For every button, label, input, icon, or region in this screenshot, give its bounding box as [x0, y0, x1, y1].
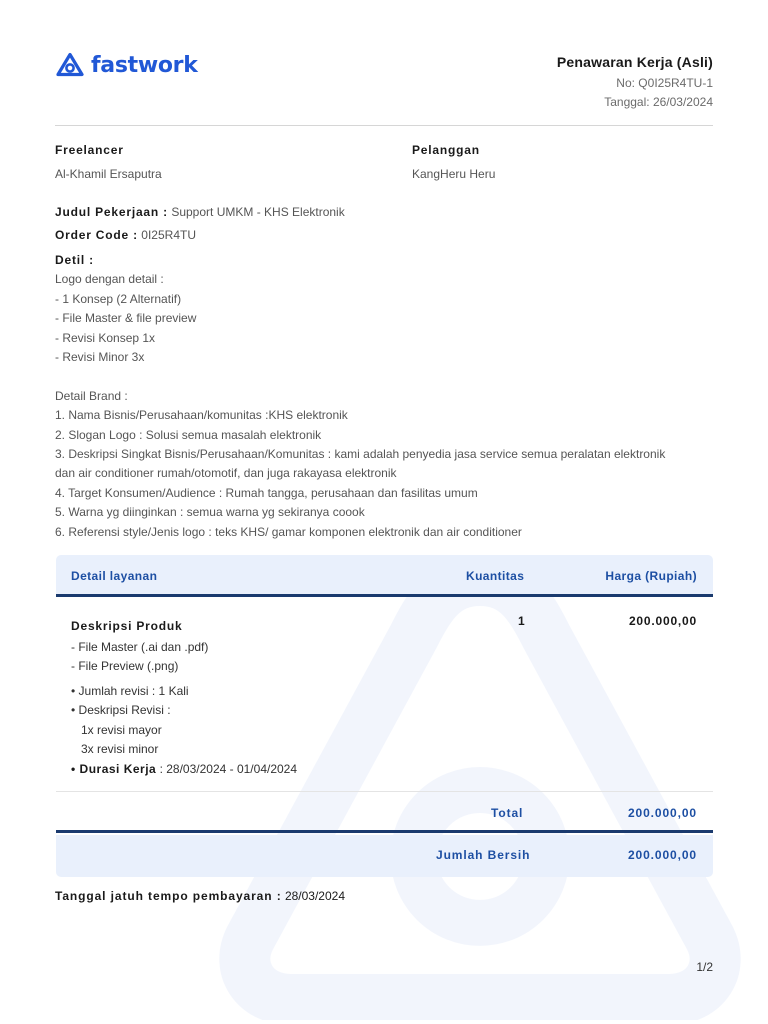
document-title: Penawaran Kerja (Asli) — [556, 54, 713, 70]
product-file-line: - File Preview (.png) — [71, 659, 179, 674]
product-bullets — [71, 682, 297, 779]
client-name: KangHeru Heru — [412, 167, 496, 181]
job-title-value: Support UMKM - KHS Elektronik — [171, 205, 345, 219]
detail-label: Detil : — [55, 253, 94, 267]
net-total-label: Jumlah Bersih — [436, 848, 531, 862]
order-code-label: Order Code : — [55, 228, 138, 242]
product-title: Deskripsi Produk — [71, 619, 183, 633]
total-label: Total — [491, 806, 524, 820]
payment-due-value: 28/03/2024 — [281, 889, 346, 903]
brand-line: 3. Deskripsi Singkat Bisnis/Perusahaan/Komunitas : kami adalah penyedia jasa service semua peralatan elektronik — [55, 447, 666, 462]
fastwork-logo[interactable] — [55, 50, 198, 80]
revision-desc-label: • Deskripsi Revisi : — [71, 703, 171, 718]
detail-line: - 1 Konsep (2 Alternatif) — [55, 291, 182, 306]
total-row — [56, 793, 713, 833]
payment-due-label: Tanggal jatuh tempo pembayaran : — [55, 889, 282, 903]
total-value: 200.000,00 — [627, 806, 697, 820]
duration-line — [71, 760, 297, 779]
item-price: 200.000,00 — [628, 614, 697, 628]
order-code-line — [55, 228, 196, 242]
duration-label: • Durasi Kerja — [71, 761, 157, 776]
document-number: No: Q0I25R4TU-1 — [616, 76, 713, 90]
detail-spacer — [55, 367, 713, 386]
freelancer-label: Freelancer — [55, 143, 124, 157]
product-files — [71, 638, 208, 677]
brand-line: 6. Referensi style/Jenis logo : teks KHS/ gamar komponen elektronik dan air conditioner — [55, 524, 522, 539]
revision-desc-line: 1x revisi mayor — [81, 722, 162, 737]
product-file-line: - File Master (.ai dan .pdf) — [71, 640, 209, 654]
column-header-price: Harga (Rupiah) — [605, 569, 697, 583]
brand-line: 1. Nama Bisnis/Perusahaan/komunitas :KHS elektronik — [55, 408, 348, 423]
fastwork-logo-icon — [55, 52, 85, 78]
detail-line: Logo dengan detail : — [55, 272, 164, 287]
net-total-value: 200.000,00 — [627, 848, 697, 862]
client-label: Pelanggan — [412, 143, 480, 157]
brand-line: 2. Slogan Logo : Solusi semua masalah elektronik — [55, 427, 322, 442]
page-number: 1/2 — [696, 960, 713, 974]
revision-desc-line: 3x revisi minor — [81, 742, 159, 757]
brand-line: 5. Warna yg diinginkan : semua warna yg sekiranya coook — [55, 505, 365, 520]
payment-due-line — [55, 889, 345, 903]
detail-section — [55, 251, 713, 542]
column-header-quantity: Kuantitas — [466, 569, 525, 583]
freelancer-name: Al-Khamil Ersaputra — [55, 167, 162, 181]
item-quantity: 1 — [518, 614, 525, 628]
detail-line: - Revisi Konsep 1x — [55, 330, 156, 345]
brand-name: fastwork — [91, 52, 198, 78]
job-title-label: Judul Pekerjaan : — [55, 205, 168, 219]
brand-line: 4. Target Konsumen/Audience : Rumah tangga, perusahaan dan fasilitas umum — [55, 485, 478, 500]
header-divider — [55, 125, 713, 126]
detail-line: - Revisi Minor 3x — [55, 350, 145, 365]
net-total-row — [56, 835, 713, 877]
detail-line: - File Master & file preview — [55, 311, 197, 326]
brand-line: dan air conditioner rumah/otomotif, dan juga rakayasa elektronik — [55, 466, 397, 481]
job-title-line — [55, 205, 345, 219]
table-row — [56, 600, 713, 792]
document-date: Tanggal: 26/03/2024 — [604, 95, 713, 109]
order-code-value: 0I25R4TU — [141, 228, 196, 242]
column-header-service: Detail layanan — [71, 569, 158, 583]
brand-line: Detail Brand : — [55, 388, 128, 403]
revision-count: • Jumlah revisi : 1 Kali — [71, 684, 189, 698]
table-header — [56, 555, 713, 597]
document-header — [557, 54, 713, 108]
freelancer-block — [55, 143, 162, 181]
client-block — [412, 143, 495, 181]
duration-value: : 28/03/2024 - 01/04/2024 — [156, 761, 298, 776]
